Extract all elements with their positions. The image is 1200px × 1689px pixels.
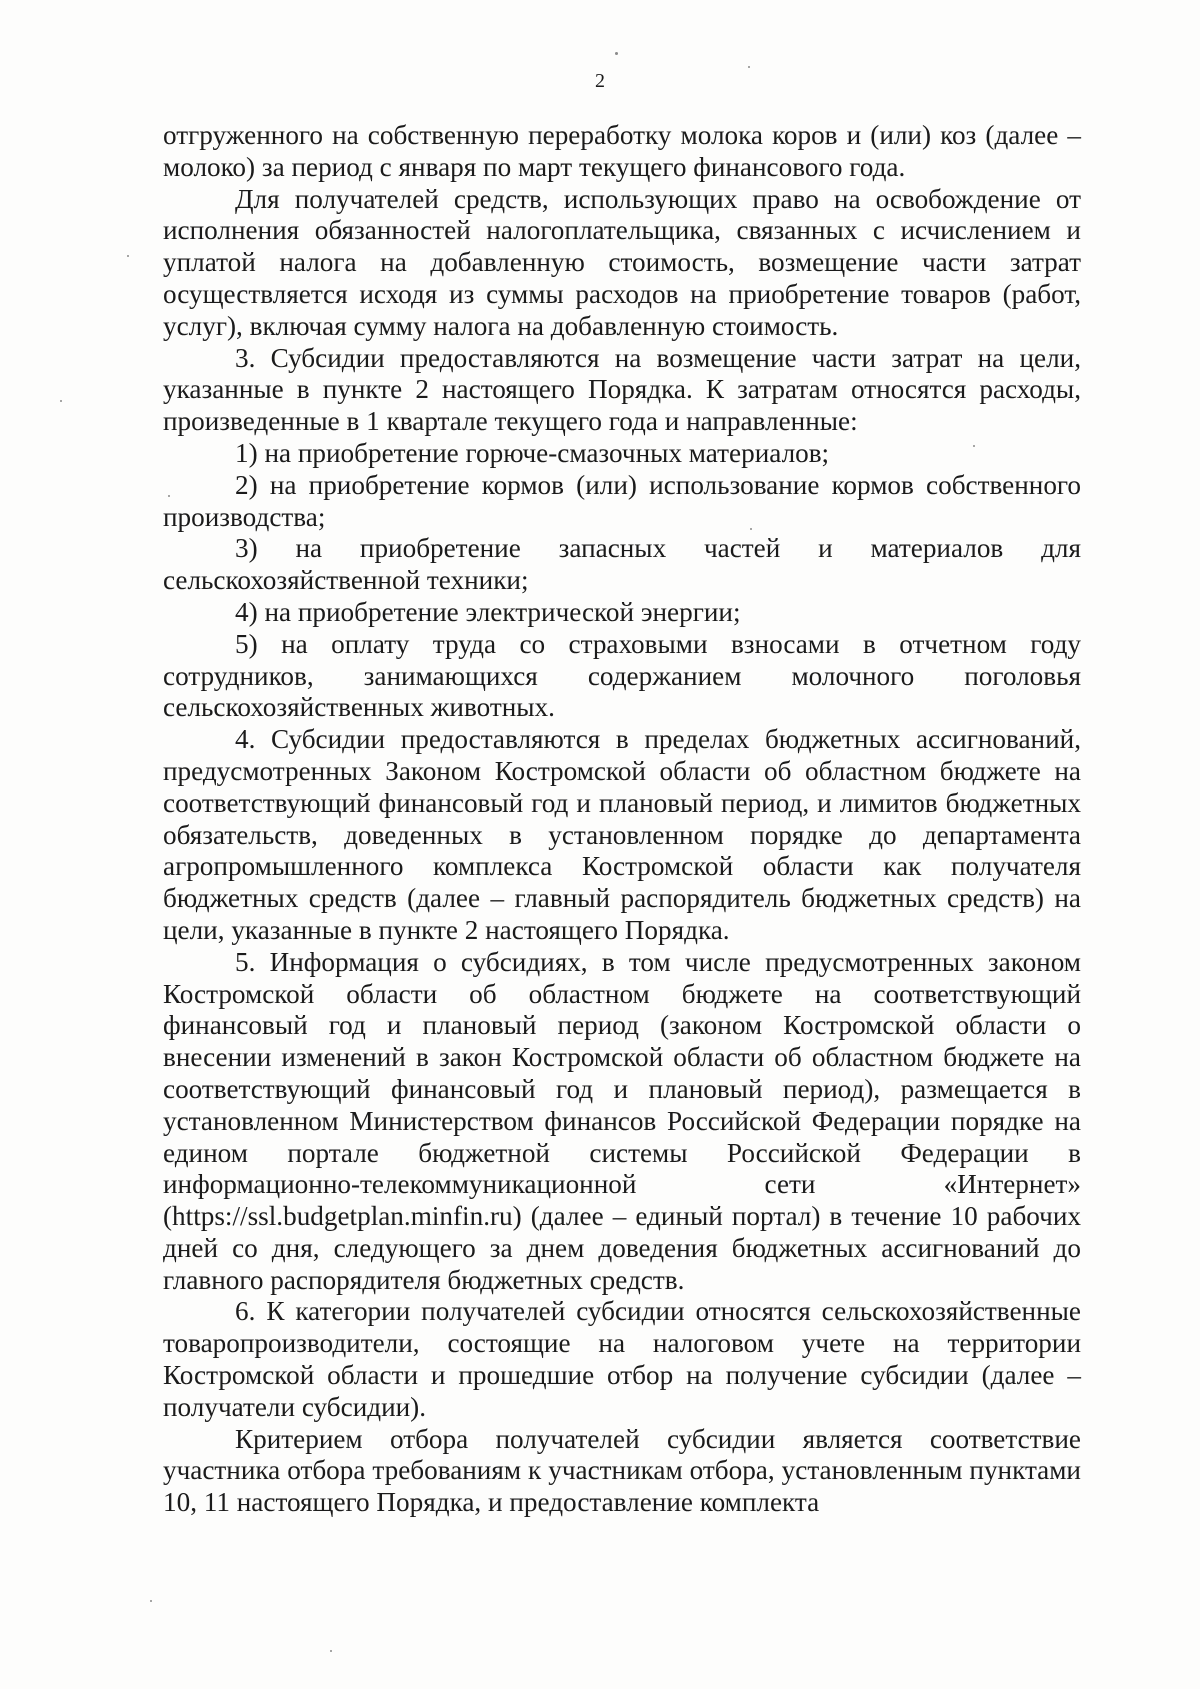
scan-speck [973,445,975,447]
scan-speck [748,66,750,68]
paragraph-item-3: 3. Субсидии предоставляются на возмещение части затрат на цели, указанные в пункте 2 настоящего Порядка. К затратам относятся расходы, произведенные в 1 квартале текущего года и направленные: [163,342,1081,437]
scan-speck [127,255,129,257]
list-item-electricity: 4) на приобретение электрической энергии; [235,596,741,627]
paragraph-item-6: 6. К категории получателей субсидии относятся сельскохозяйственные товаропроизводители, состоящие на налоговом учете на территории Костромской области и прошедшие отбор на получение субсидии (далее – получатели субсидии). [163,1296,1081,1422]
page-number: 2 [595,70,605,92]
paragraph-vat-exemption: Для получателей средств, использующих право на освобождение от исполнения обязанностей налогоплательщика, связанных с исчислением и уплатой налога на добавленную стоимость, возмещение части затрат осуществляется исходя из суммы расходов на приобретение товаров (работ, услуг), включая сумму налога на добавленную стоимость. [163,183,1081,341]
list-item-feed: 2) на приобретение кормов (или) использование кормов собственного производства; [163,469,1081,532]
list-item-spare-parts: 3) на приобретение запасных частей и материалов для сельскохозяйственной техники; [163,533,1081,596]
scan-speck [168,495,170,497]
paragraph-continuation: отгруженного на собственную переработку молока коров и (или) коз (далее – молоко) за период с января по март текущего финансового года. [163,120,1081,182]
scan-speck [60,400,62,402]
paragraph-item-5: 5. Информация о субсидиях, в том числе предусмотренных законом Костромской области об областном бюджете на соответствующий финансовый год и плановый период (законом Костромской области о внесении изменений в закон Костромской области об областном бюджете на соответствующий финансовый год и плановый период), размещается в установленном Министерством финансов Российской Федерации порядке на едином портале бюджетной системы Российской Федерации в информационно-телекоммуникационной сети «Интернет» (https://ssl.budgetplan.minfin.ru) (далее – единый портал) в течение 10 рабочих дней со дня, следующего за днем доведения бюджетных ассигнований до главного распорядителя бюджетных средств. [163,946,1081,1295]
paragraph-selection-criterion: Критерием отбора получателей субсидии является соответствие участника отбора требованиям к участникам отбора, установленным пунктами 10, 11 настоящего Порядка, и предоставление комплекта [163,1423,1081,1518]
scan-speck [750,528,752,530]
paragraph-item-4: 4. Субсидии предоставляются в пределах бюджетных ассигнований, предусмотренных Законом Костромской области об областном бюджете на соответствующий финансовый год и плановый период, и лимитов бюджетных обязательств, доведенных в установленном порядке до департамента агропромышленного комплекса Костромской области как получателя бюджетных средств (далее – главный распорядитель бюджетных средств) на цели, указанные в пункте 2 настоящего Порядка. [163,724,1081,945]
scan-speck [615,52,618,55]
scan-speck [150,1600,152,1602]
list-item-fuel: 1) на приобретение горюче-смазочных материалов; [235,437,830,468]
scan-speck [330,1650,332,1652]
list-item-labor: 5) на оплату труда со страховыми взносами в отчетном году сотрудников, занимающихся содержанием молочного поголовья сельскохозяйственных животных. [163,628,1081,723]
document-body [163,120,1081,1519]
